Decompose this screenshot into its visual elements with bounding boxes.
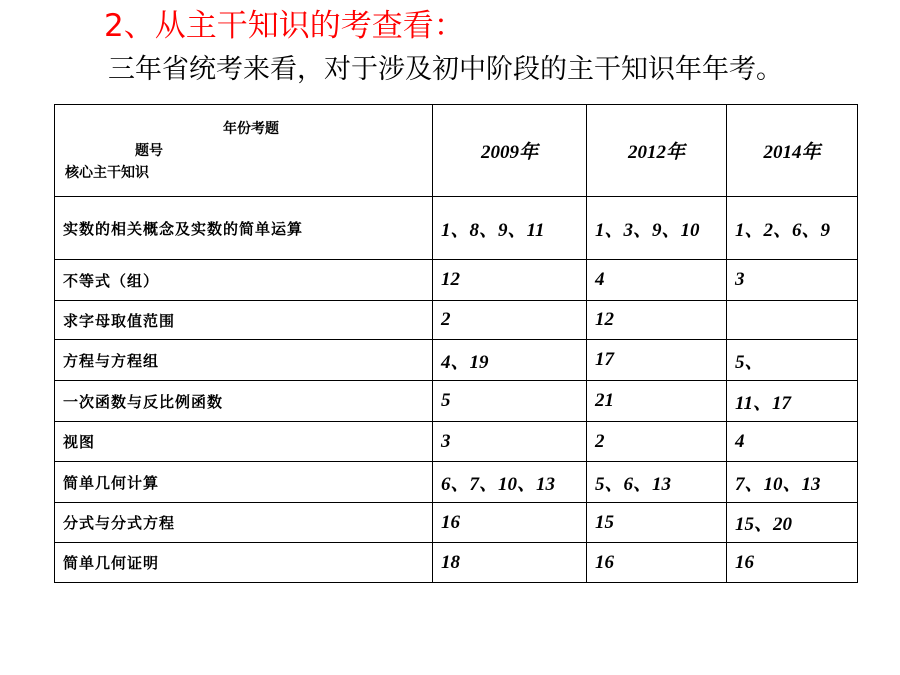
topic-cell: 方程与方程组 — [55, 340, 433, 381]
value-cell-2012: 12 — [587, 301, 727, 340]
topic-cell: 简单几何计算 — [55, 462, 433, 503]
corner-label-question-number: 题号 — [135, 142, 163, 159]
year-header-2012: 2012年 — [587, 105, 727, 197]
value-cell-2012: 15 — [587, 503, 727, 543]
table-row — [55, 301, 858, 340]
value-cell-2009: 16 — [433, 503, 587, 543]
topic-cell: 不等式（组） — [55, 260, 433, 301]
table-row — [55, 260, 858, 301]
value-cell-2014: 3 — [727, 260, 858, 301]
value-cell-2012: 17 — [587, 340, 727, 381]
value-cell-2009: 4、19 — [433, 340, 587, 381]
topic-cell: 分式与分式方程 — [55, 503, 433, 543]
year-header-2014: 2014年 — [727, 105, 858, 197]
value-cell-2012: 5、6、13 — [587, 462, 727, 503]
slide-title: 2、从主干知识的考查看： — [104, 8, 465, 44]
topic-cell: 简单几何证明 — [55, 543, 433, 583]
value-cell-2009: 18 — [433, 543, 587, 583]
value-cell-2012: 2 — [587, 422, 727, 462]
value-cell-2012: 21 — [587, 381, 727, 422]
table-row — [55, 543, 858, 583]
value-cell-2009: 5 — [433, 381, 587, 422]
value-cell-2012: 1、3、9、10 — [587, 197, 727, 260]
topic-cell: 一次函数与反比例函数 — [55, 381, 433, 422]
table-row — [55, 340, 858, 381]
corner-label-core-knowledge: 核心主干知识 — [65, 164, 149, 181]
table-header-row — [55, 105, 858, 197]
table-row — [55, 422, 858, 462]
value-cell-2009: 1、8、9、11 — [433, 197, 587, 260]
value-cell-2012: 16 — [587, 543, 727, 583]
corner-label-year-question: 年份考题 — [223, 120, 279, 137]
value-cell-2014: 5、 — [727, 340, 858, 381]
value-cell-2014 — [727, 301, 858, 340]
value-cell-2009: 6、7、10、13 — [433, 462, 587, 503]
year-header-2009: 2009年 — [433, 105, 587, 197]
topic-cell: 实数的相关概念及实数的简单运算 — [55, 197, 433, 260]
value-cell-2014: 16 — [727, 543, 858, 583]
table-row — [55, 503, 858, 543]
value-cell-2014: 11、17 — [727, 381, 858, 422]
value-cell-2014: 15、20 — [727, 503, 858, 543]
value-cell-2014: 1、2、6、9 — [727, 197, 858, 260]
value-cell-2014: 4 — [727, 422, 858, 462]
table-row — [55, 381, 858, 422]
topic-cell: 视图 — [55, 422, 433, 462]
value-cell-2009: 3 — [433, 422, 587, 462]
table-row — [55, 462, 858, 503]
value-cell-2014: 7、10、13 — [727, 462, 858, 503]
value-cell-2009: 2 — [433, 301, 587, 340]
table-row — [55, 197, 858, 260]
topic-cell: 求字母取值范围 — [55, 301, 433, 340]
value-cell-2009: 12 — [433, 260, 587, 301]
knowledge-table — [54, 104, 858, 583]
slide-subtitle: 三年省统考来看，对于涉及初中阶段的主干知识年年考。 — [108, 54, 783, 85]
corner-header-cell — [55, 105, 433, 197]
value-cell-2012: 4 — [587, 260, 727, 301]
